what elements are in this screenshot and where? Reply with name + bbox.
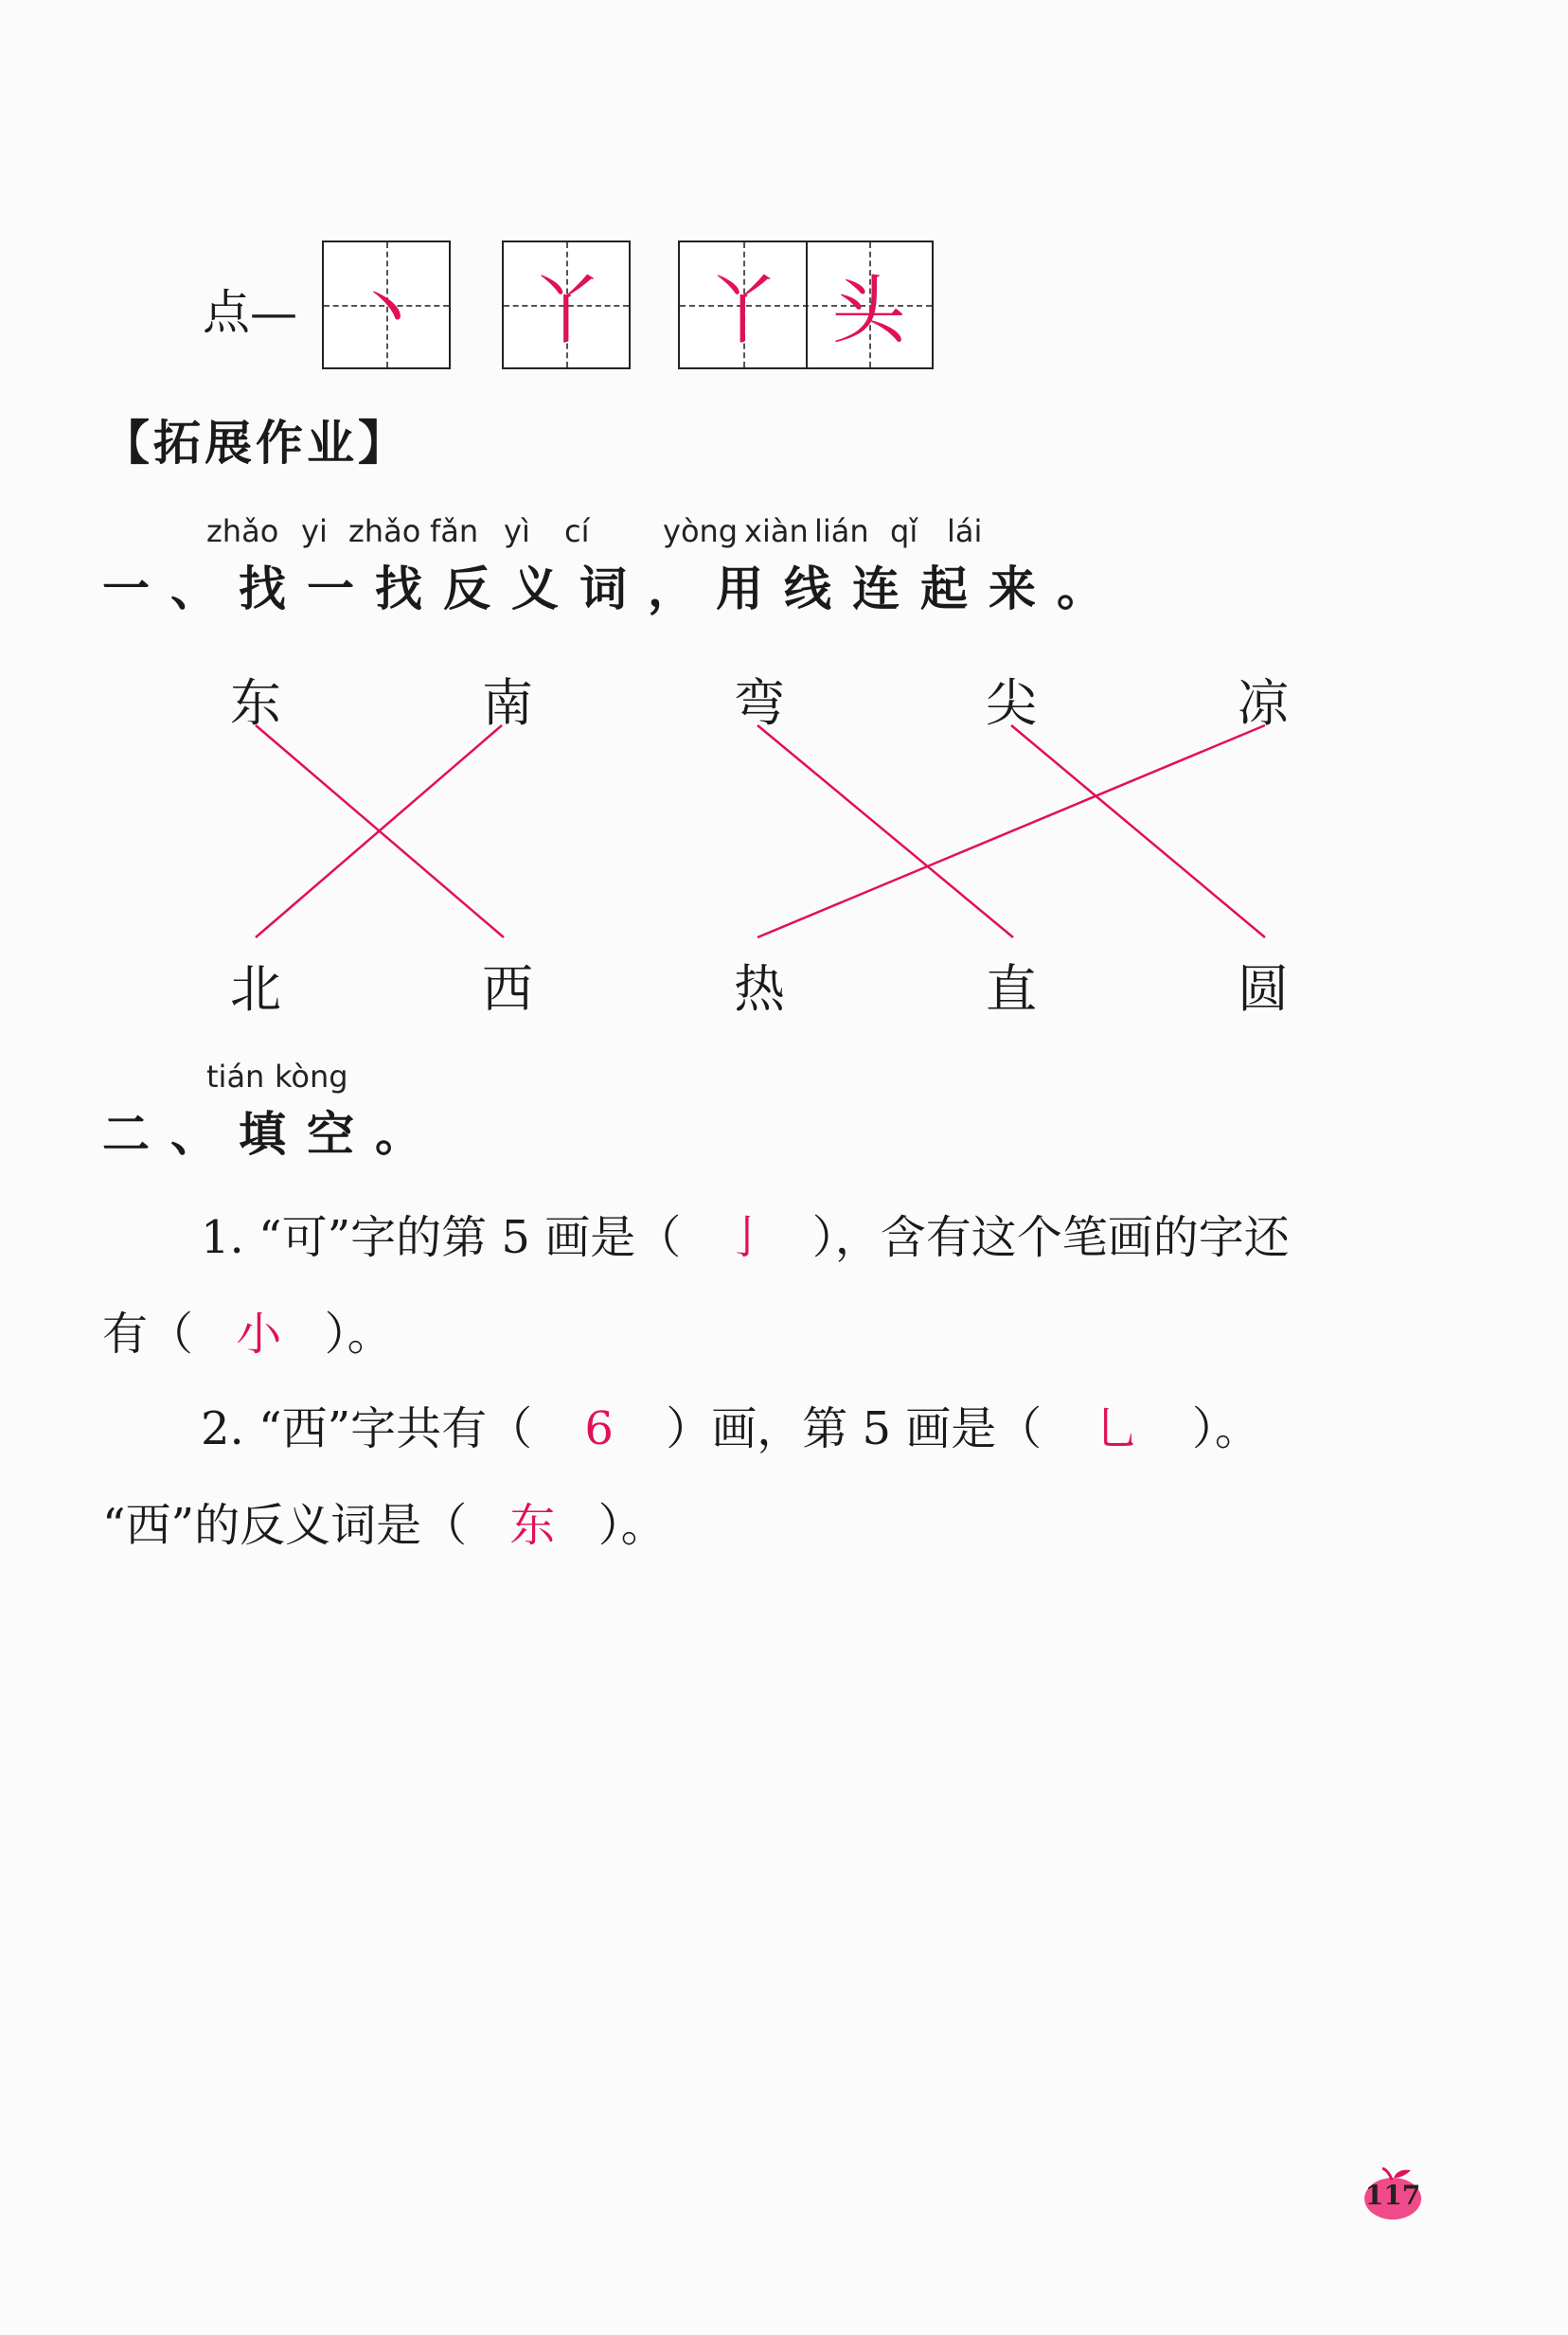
q2-item2-answer3: 东 (509, 1499, 556, 1552)
q2-item1-middle: ），含有这个笔画的字还 (811, 1211, 1290, 1264)
pinyin-ci: cí (564, 513, 590, 549)
q2-item2-answer2: 乚 (1094, 1402, 1140, 1455)
q2-item2-suffix: ）。 (1191, 1402, 1260, 1455)
pinyin-qi: qǐ (890, 513, 918, 549)
pinyin-xian: xiàn (744, 513, 809, 549)
bottom-word-2: 西 (482, 959, 533, 1019)
q2-item1-line1 (201, 1201, 1290, 1266)
stroke-char-4: 头 (831, 269, 906, 354)
top-word-1: 东 (230, 673, 281, 733)
q2-item1-line2-suffix: ）。 (324, 1308, 393, 1361)
bottom-word-1: 北 (230, 959, 281, 1019)
pinyin-yi-2: yì (504, 513, 530, 549)
stroke-char-1: 丶 (348, 269, 423, 354)
q2-item2-answer1: 6 (584, 1402, 614, 1455)
q2-item2-prefix: 2. “西”字共有（ (201, 1402, 533, 1455)
q2-item2-line2-prefix: “西”的反义词是（ (102, 1499, 468, 1552)
stroke-char-2: 丫 (528, 269, 603, 354)
stroke-label: 点— (203, 285, 297, 340)
question-2-heading: 二、填空。 (102, 1107, 443, 1162)
match-line-liang-re (757, 725, 1265, 937)
top-word-4: 尖 (986, 673, 1037, 733)
pinyin-tian: tián (206, 1059, 265, 1095)
q2-item2-middle: ）画，第 5 画是（ (666, 1402, 1042, 1455)
pinyin-yong: yòng (663, 513, 739, 549)
top-word-3: 弯 (734, 673, 785, 733)
pinyin-zhao: zhǎo (206, 513, 279, 549)
q2-item1-prefix: 1. “可”字的第 5 画是（ (201, 1211, 682, 1264)
bottom-word-4: 直 (986, 959, 1037, 1019)
q2-item1-line2 (102, 1297, 393, 1363)
page-number: 117 (1364, 2180, 1421, 2211)
bottom-word-5: 圆 (1238, 959, 1289, 1019)
page-number-badge (1360, 2166, 1426, 2221)
match-line-jian-yuan (1011, 725, 1265, 937)
top-word-5: 凉 (1238, 673, 1289, 733)
bottom-word-3: 热 (734, 959, 785, 1019)
pinyin-zhao-2: zhǎo (348, 513, 421, 549)
q2-item2-line2-suffix: ）。 (597, 1499, 667, 1552)
pinyin-kong: kòng (275, 1059, 348, 1095)
pinyin-fan: fǎn (430, 513, 479, 549)
q2-item2-line1 (201, 1392, 1260, 1457)
pinyin-yi: yi (301, 513, 328, 549)
top-word-2: 南 (482, 673, 533, 733)
q2-item2-line2 (102, 1488, 667, 1554)
q2-item1-answer1: 亅 (723, 1211, 770, 1264)
stroke-char-3: 丫 (705, 269, 780, 354)
pinyin-lian: lián (814, 513, 869, 549)
question-1-heading: 一、找一找反义词，用线连起来。 (102, 561, 1125, 616)
section-tag: 【拓展作业】 (102, 416, 409, 471)
q2-item1-answer2: 小 (236, 1308, 282, 1361)
q2-item1-line2-prefix: 有（ (102, 1308, 194, 1361)
match-line-wan-zhi (757, 725, 1013, 937)
pinyin-lai: lái (947, 513, 983, 549)
